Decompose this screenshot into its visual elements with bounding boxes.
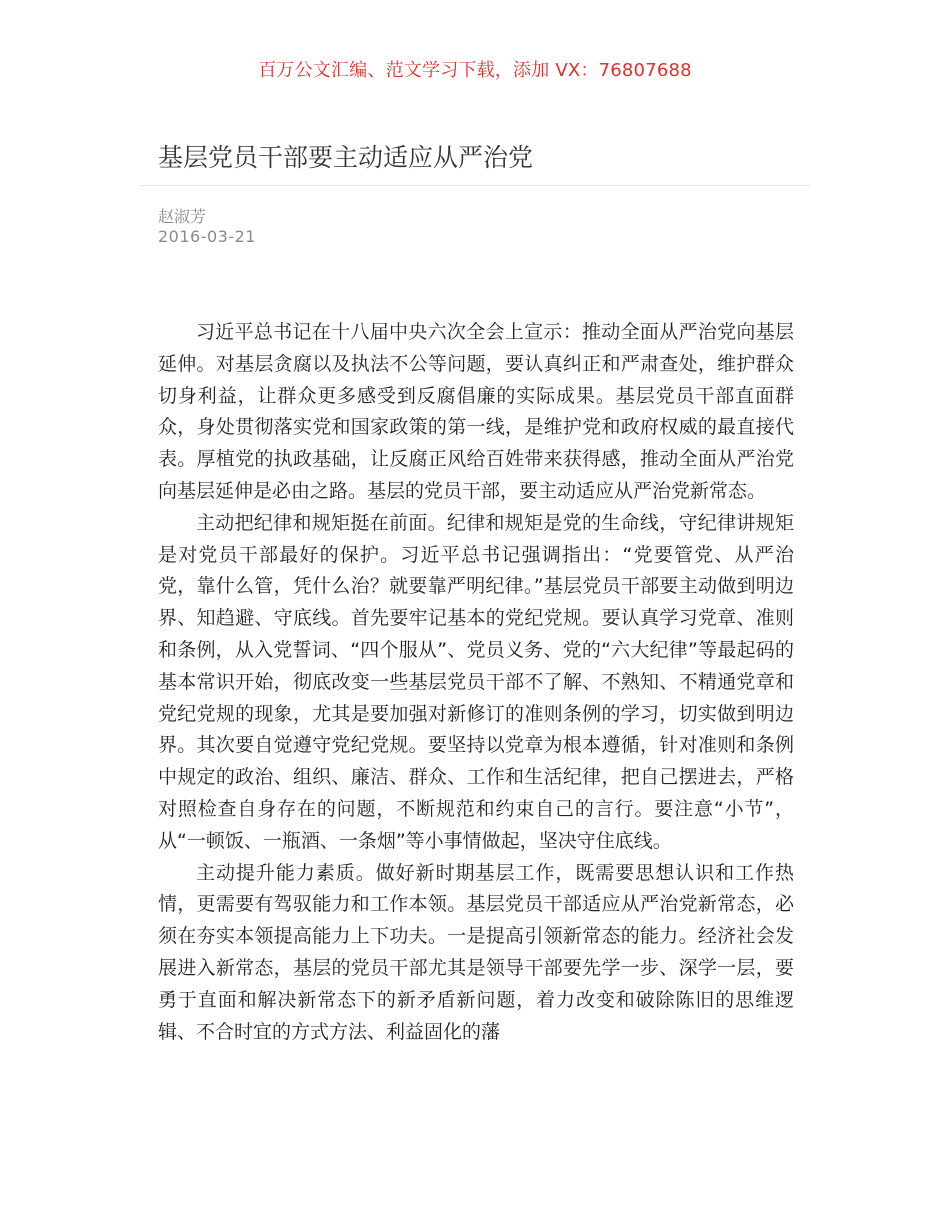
article-body (158, 317, 794, 1048)
article-author: 赵淑芳 (158, 207, 207, 226)
article-paragraph: 习近平总书记在十八届中央六次全会上宣示：推动全面从严治党向基层延伸。对基层贪腐以及执法不公等问题，要认真纠正和严肃查处，维护群众切身利益，让群众更多感受到反腐倡廉的实际成果。基层党员干部直面群众，身处贯彻落实党和国家政策的第一线，是维护党和政府权威的最直接代表。厚植党的执政基础，让反腐正风给百姓带来获得感，推动全面从严治党向基层延伸是必由之路。基层的党员干部，要主动适应从严治党新常态。 (158, 321, 794, 502)
article-title: 基层党员干部要主动适应从严治党 (158, 143, 534, 172)
article-date: 2016-03-21 (158, 227, 256, 246)
title-divider (140, 185, 810, 186)
article-paragraph: 主动提升能力素质。做好新时期基层工作，既需要思想认识和工作热情，更需要有驾驭能力和工作本领。基层党员干部适应从严治党新常态，必须在夯实本领提高能力上下功夫。一是提高引领新常态的能力。经济社会发展进入新常态，基层的党员干部尤其是领导干部要先学一步、深学一层，要勇于直面和解决新常态下的新矛盾新问题，着力改变和破除陈旧的思维逻辑、不合时宜的方式方法、利益固化的藩 (158, 861, 794, 1043)
promo-banner: 百万公文汇编、范文学习下载，添加 VX：76807688 (258, 60, 692, 81)
article-paragraph: 主动把纪律和规矩挺在前面。纪律和规矩是党的生命线，守纪律讲规矩是对党员干部最好的保护。习近平总书记强调指出：“党要管党、从严治党，靠什么管，凭什么治？就要靠严明纪律。”基层党员干部要主动做到明边界、知趋避、守底线。首先要牢记基本的党纪党规。要认真学习党章、准则和条例，从入党誓词、“四个服从”、党员义务、党的“六大纪律”等最起码的基本常识开始，彻底改变一些基层党员干部不了解、不熟知、不精通党章和党纪党规的现象，尤其是要加强对新修订的准则条例的学习，切实做到明边界。其次要自觉遵守党纪党规。要坚持以党章为根本遵循，针对准则和条例中规定的政治、组织、廉洁、群众、工作和生活纪律，把自己摆进去，严格对照检查自身存在的问题，不断规范和约束自己的言行。要注意“小节”，从“一顿饭、一瓶酒、一条烟”等小事情做起，坚决守住底线。 (158, 511, 794, 852)
